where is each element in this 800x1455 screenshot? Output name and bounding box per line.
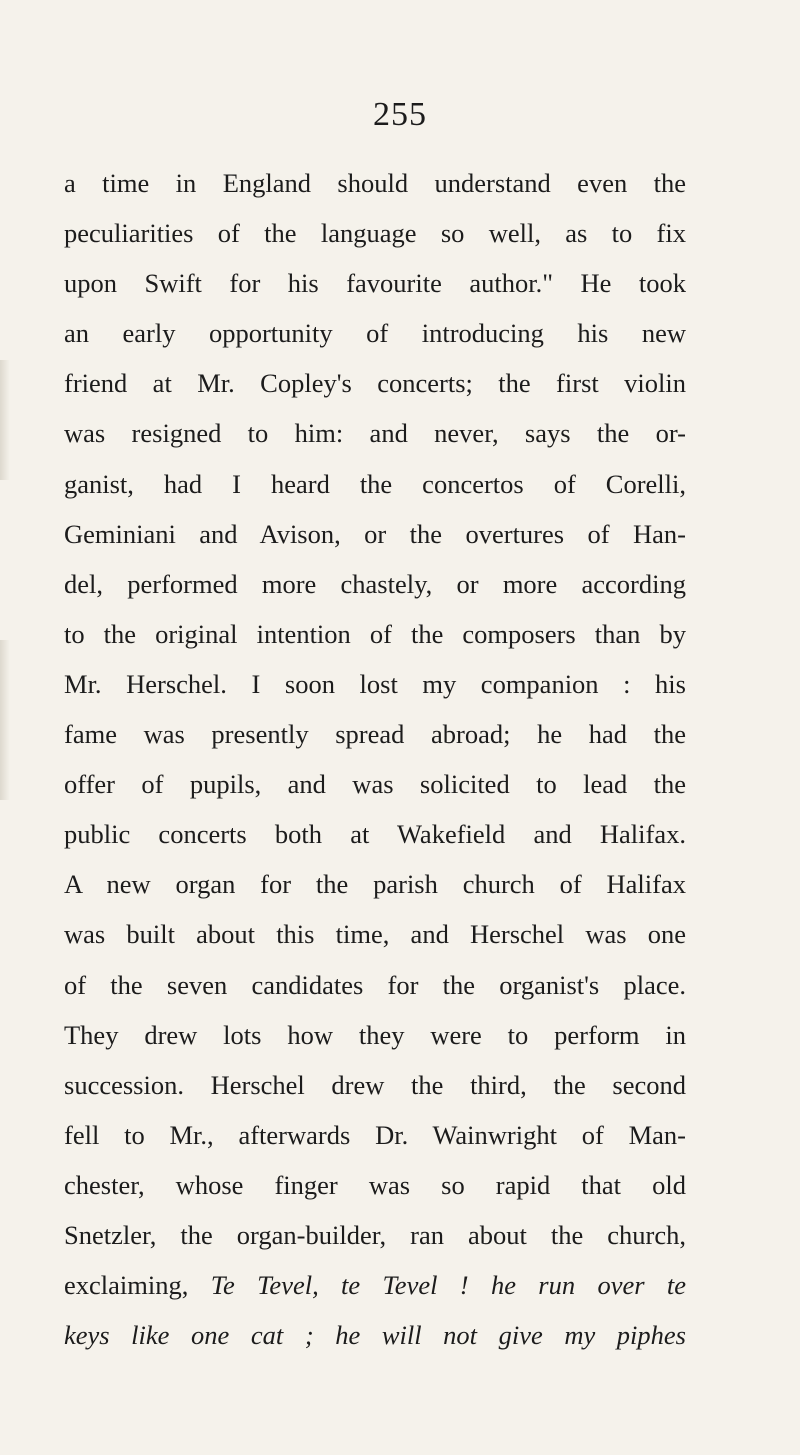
- text-line: fell to Mr., afterwards Dr. Wainwright of Man-: [64, 1119, 686, 1150]
- text-line: Geminiani and Avison, or the overtures of Han-: [64, 518, 686, 549]
- text-line: fame was presently spread abroad; he had the: [64, 719, 686, 750]
- text-line: to the original intention of the composers than by: [64, 618, 686, 649]
- text-line: peculiarities of the language so well, as to fix: [64, 218, 686, 249]
- text-line: a time in England should understand even the: [64, 168, 686, 198]
- text-line: offer of pupils, and was solicited to lead the: [64, 769, 686, 800]
- text-line: upon Swift for his favourite author." He took: [64, 268, 686, 299]
- text-line: Mr. Herschel. I soon lost my companion : his: [64, 668, 686, 699]
- page-number: 255: [373, 96, 427, 133]
- text-line: A new organ for the parish church of Halifax: [64, 869, 686, 900]
- text-line: friend at Mr. Copley's concerts; the first violin: [64, 368, 686, 399]
- text-line: succession. Herschel drew the third, the second: [64, 1069, 686, 1100]
- text-line: del, performed more chastely, or more according: [64, 568, 686, 599]
- text-italic: Te Tevel, te Tevel ! he run over te: [210, 1270, 686, 1301]
- text-line-mixed: [64, 1260, 686, 1310]
- text-line: Snetzler, the organ-builder, ran about the church,: [64, 1219, 686, 1250]
- text-line: ganist, had I heard the concertos of Corelli,: [64, 468, 686, 499]
- text-line: They drew lots how they were to perform in: [64, 1019, 686, 1050]
- text-line: was resigned to him: and never, says the or-: [64, 418, 686, 449]
- text-line: chester, whose finger was so rapid that old: [64, 1169, 686, 1200]
- body-text: [64, 158, 686, 1360]
- text-line: public concerts both at Wakefield and Halifax.: [64, 819, 686, 850]
- page-edge-smudge: [0, 640, 10, 800]
- text-line: of the seven candidates for the organist's place.: [64, 969, 686, 1000]
- text-line-italic: keys like one cat ; he will not give my piphes: [64, 1320, 686, 1351]
- page-edge-smudge: [0, 360, 10, 480]
- text-line: an early opportunity of introducing his new: [64, 318, 686, 349]
- text-roman: exclaiming,: [64, 1270, 189, 1301]
- text-line: was built about this time, and Herschel was one: [64, 919, 686, 950]
